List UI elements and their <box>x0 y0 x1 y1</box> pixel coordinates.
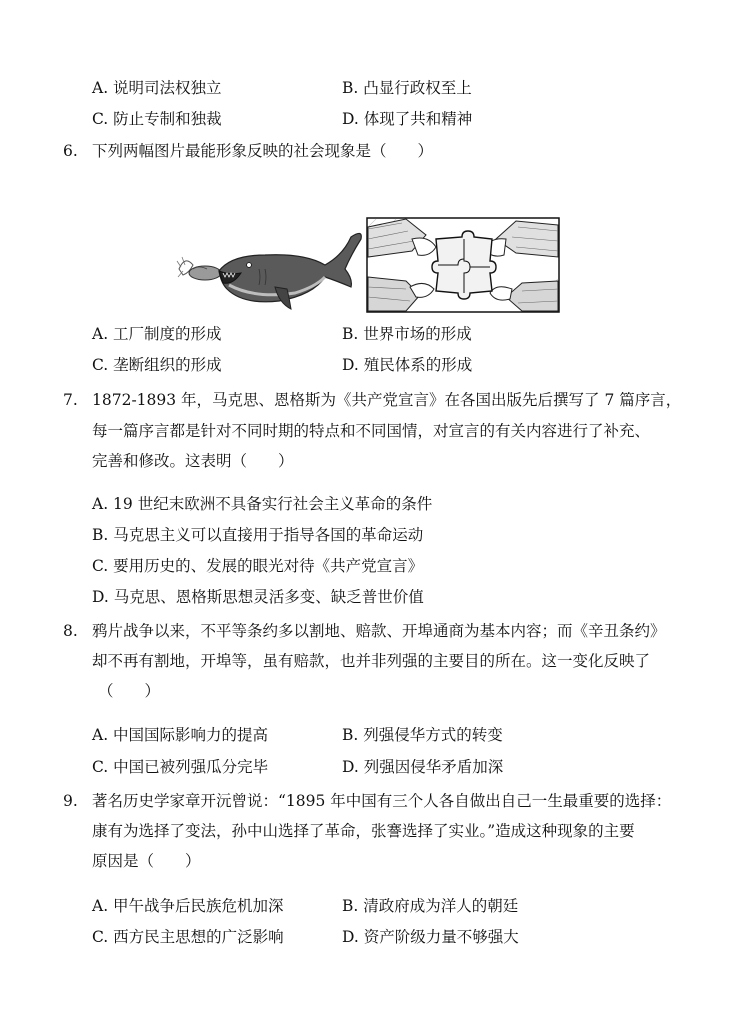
q8-number: 8. <box>63 622 78 640</box>
q8-option-d: D. 列强因侵华矛盾加深 <box>342 758 504 776</box>
q9-option-d: D. 资产阶级力量不够强大 <box>342 928 519 946</box>
q7-stem-line-1: 1872-1893 年，马克思、恩格斯为《共产党宣言》在各国出版先后撰写了 7 篇序言， <box>92 391 682 409</box>
q5-option-a: A. 说明司法权独立 <box>92 79 222 97</box>
q6-stem: 下列两幅图片最能形象反映的社会现象是（ ） <box>92 142 434 160</box>
q7-option-c: C. 要用历史的、发展的眼光对待《共产党宣言》 <box>92 557 424 575</box>
q8-stem-line-2: 却不再有割地，开埠等，虽有赔款，也并非列强的主要目的所在。这一变化反映了 <box>92 652 651 670</box>
q6-option-b: B. 世界市场的形成 <box>342 325 472 343</box>
q9-stem-line-2: 康有为选择了变法，孙中山选择了革命，张謇选择了实业。”造成这种现象的主要 <box>92 822 635 840</box>
q8-stem-line-3: （ ） <box>98 682 161 700</box>
puzzle-pieces-icon <box>432 231 496 299</box>
whale-illustration <box>175 225 367 313</box>
q6-option-d: D. 殖民体系的形成 <box>342 356 473 374</box>
q6-number: 6. <box>63 142 78 160</box>
q9-option-b: B. 清政府成为洋人的朝廷 <box>342 897 519 915</box>
q8-stem-line-1: 鸦片战争以来，不平等条约多以割地、赔款、开埠通商为基本内容；而《辛丑条约》 <box>92 622 666 640</box>
q8-option-b: B. 列强侵华方式的转变 <box>342 726 503 744</box>
q5-option-c: C. 防止专制和独裁 <box>92 110 222 128</box>
q7-option-d: D. 马克思、恩格斯思想灵活多变、缺乏普世价值 <box>92 588 424 606</box>
q8-option-c: C. 中国已被列强瓜分完毕 <box>92 758 269 776</box>
q9-number: 9. <box>63 792 78 810</box>
q8-option-a: A. 中国国际影响力的提高 <box>92 726 269 744</box>
q9-option-a: A. 甲午战争后民族危机加深 <box>92 897 284 915</box>
q7-option-a: A. 19 世纪末欧洲不具备实行社会主义革命的条件 <box>92 495 433 513</box>
q7-stem-line-3: 完善和修改。这表明（ ） <box>92 452 294 470</box>
small-fish-icon <box>177 257 221 280</box>
q7-number: 7. <box>63 391 78 409</box>
q9-option-c: C. 西方民主思想的广泛影响 <box>92 928 284 946</box>
q6-option-c: C. 垄断组织的形成 <box>92 356 222 374</box>
q7-option-b: B. 马克思主义可以直接用于指导各国的革命运动 <box>92 526 424 544</box>
q5-option-d: D. 体现了共和精神 <box>342 110 473 128</box>
q6-option-a: A. 工厂制度的形成 <box>92 325 222 343</box>
q7-stem-line-2: 每一篇序言都是针对不同时期的特点和不同国情，对宣言的有关内容进行了补充、 <box>92 422 651 440</box>
q9-stem-line-1: 著名历史学家章开沅曾说：“1895 年中国有三个人各自做出自己一生最重要的选择： <box>92 792 672 810</box>
q5-option-b: B. 凸显行政权至上 <box>342 79 472 97</box>
puzzle-hands-illustration <box>366 217 560 313</box>
q9-stem-line-3: 原因是（ ） <box>92 852 201 870</box>
